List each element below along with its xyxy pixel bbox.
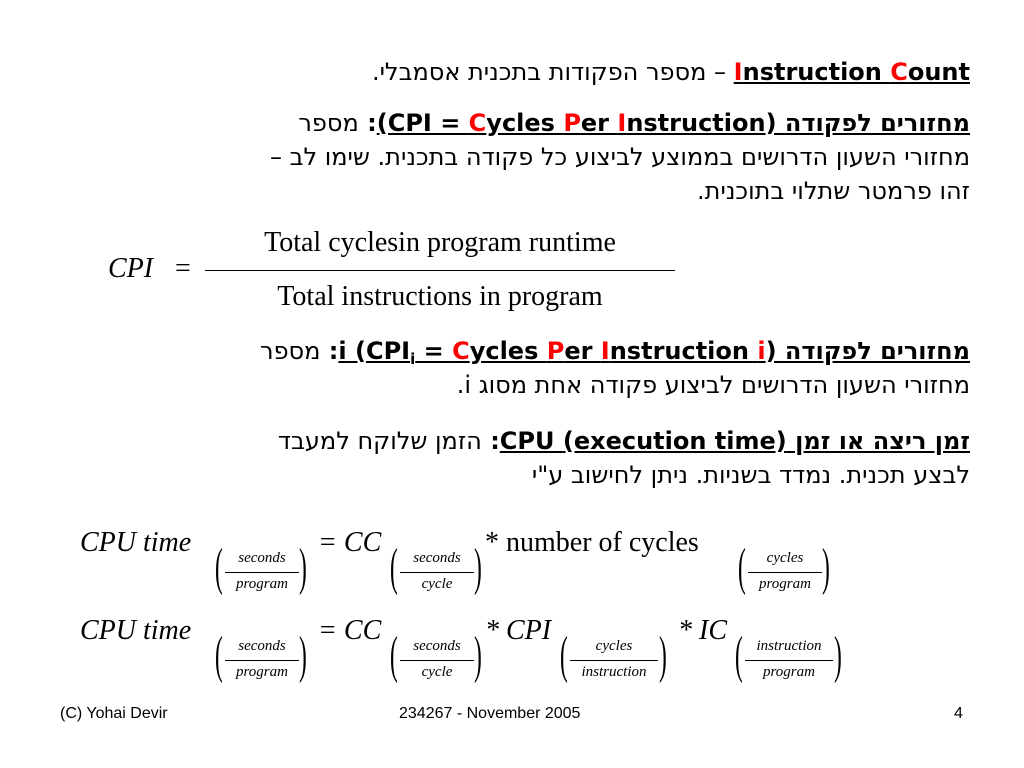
formula2-eq-cc: = CC [318,615,382,646]
instruction-count-text: – מספר הפקודות בתכנית אסמבלי. [371,58,734,86]
formula2-lhs: CPU time [80,615,192,646]
cpu-time-formula-1 [80,522,860,602]
cpi-formula-equals: = [175,253,191,284]
formula2-unit-instructions-per-program: ( instruction program ) [735,627,842,684]
cpi-formula-denominator: Total instructions in program [277,281,603,312]
formula1-unit-seconds-per-program: ( seconds program ) [215,539,307,596]
cpii-definition-line2: מחזורי השעון הדרושים לביצוע פקודה אחת מסוג i. [456,371,970,399]
formula1-number-of-cycles: * number of cycles [485,527,699,558]
formula2-cpi: * CPI [485,615,552,646]
formula1-lhs: CPU time [80,527,192,558]
execution-time-definition [50,424,970,492]
cpu-time-formula-2 [80,610,880,690]
instruction-count-line [50,55,970,89]
footer-page-number: 4 [954,705,963,722]
cpii-definition-line1: מחזורים לפקודה i ($CPI_i$ = Cycles Per Instruction i): מספר [260,337,970,368]
cpi-formula-lhs: CPI [108,253,154,284]
cpi-definition-line2: מחזורי השעון הדרושים בממוצע לביצוע כל פקודה בתכנית. שימו לב – [269,143,970,171]
execution-time-line2: לבצע תכנית. נמדד בשניות. ניתן לחישוב ע"י [531,461,970,489]
execution-time-line1: זמן ריצה או זמן CPU (execution time): הזמן שלוקח למעבד [277,427,970,455]
cpi-definition-line1: מחזורים לפקודה (CPI = Cycles Per Instruction): מספר [298,109,970,137]
formula1-unit-cycles-per-program: ( cycles program ) [738,539,830,596]
instruction-count-term: Instruction Count [733,58,970,86]
cpi-formula-fraction-bar [205,270,675,271]
cpi-definition-line3: זהו פרמטר שתלוי בתוכנית. [697,177,970,205]
cpi-definition [50,106,970,208]
cpi-term: מחזורים לפקודה (CPI = Cycles Per Instruction) [376,109,970,137]
cpi-formula-numerator: Total cyclesin program runtime [264,227,616,258]
formula2-unit-seconds-per-cycle: ( seconds cycle ) [390,627,482,684]
cpi-formula [100,225,700,320]
footer-author: (C) Yohai Devir [60,705,168,722]
cpii-definition [50,334,970,402]
formula2-unit-cycles-per-instruction: ( cycles instruction ) [560,627,667,684]
formula2-unit-seconds-per-program: ( seconds program ) [215,627,307,684]
formula1-unit-seconds-per-cycle: ( seconds cycle ) [390,539,482,596]
footer-course-date: 234267 - November 2005 [399,705,581,722]
execution-time-term: זמן ריצה או זמן CPU (execution time) [499,427,970,455]
cpii-term: מחזורים לפקודה i ($CPI_i$ = Cycles Per Instruction i) [338,337,970,368]
formula1-eq-cc: = CC [318,527,382,558]
formula2-ic: * IC [678,615,727,646]
